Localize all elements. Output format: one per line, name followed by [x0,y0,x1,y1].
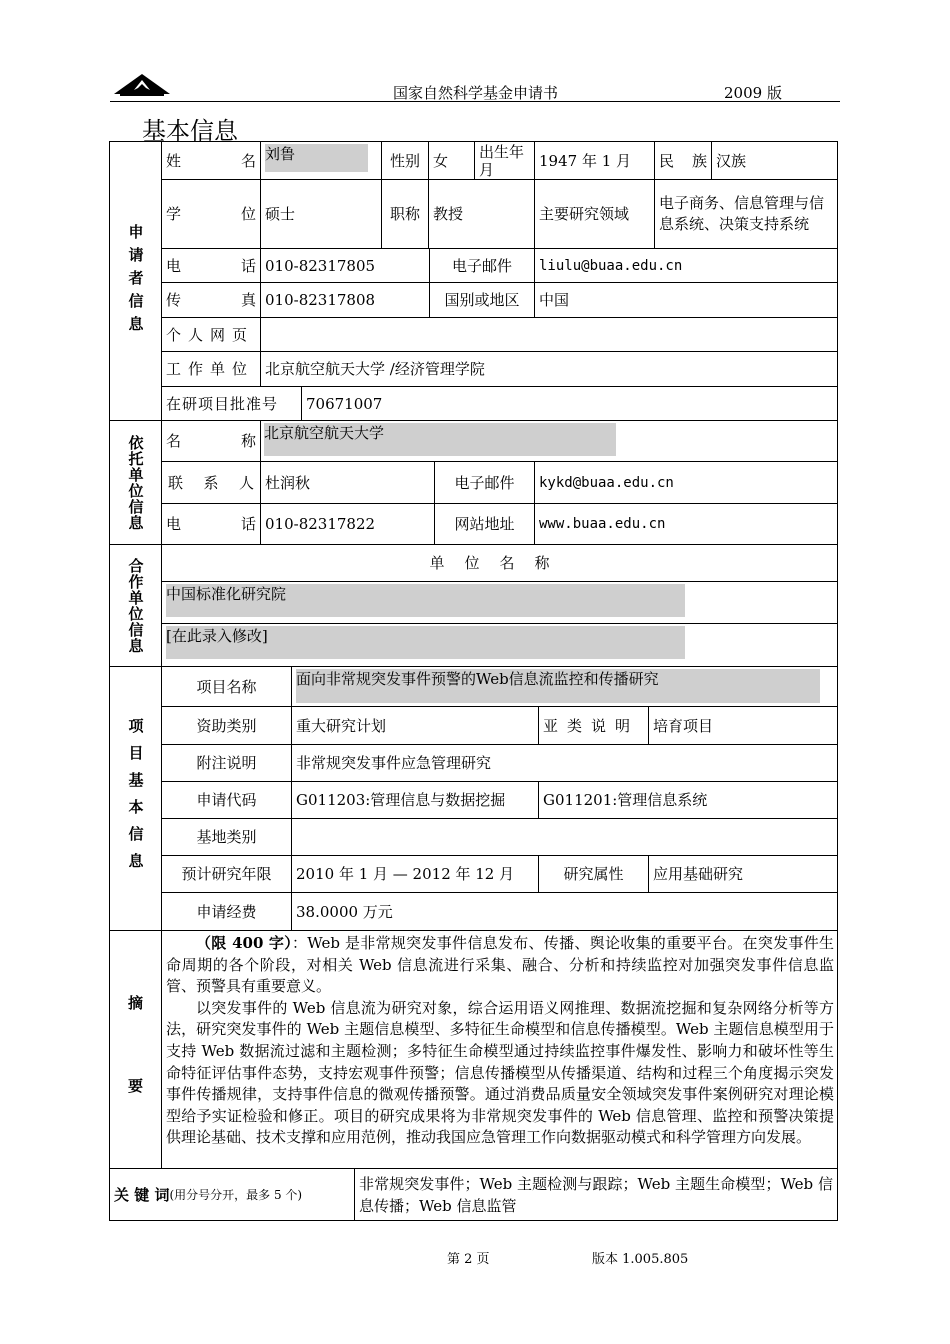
footer-version: 版本 1.005.805 [592,1252,689,1267]
host-website-value[interactable]: www.buaa.edu.cn [535,504,837,545]
ethnic-value[interactable]: 汉族 [712,142,837,180]
abstract-label-top: 摘 [127,993,143,1012]
host-contact-label: 联 系 人 [162,462,261,504]
partner-row-1[interactable] [162,582,837,624]
partner-group-text: 合作单位信息 [126,557,145,654]
footer-page: 第 2 页 [447,1252,490,1267]
abstract-paragraph-2: 以突发事件的 Web 信息流为研究对象，综合运用语义网推理、数据流挖掘和复杂网络分析等方法，研究突发事件的 Web 主题信息模型、多特征生命模型和信息传播模型。Web 主题信息模型用于支持 Web 数据流过滤和主题检测；多特征生命模型通过持续监控事件爆发性、影响力和破坏性等生命特征评估事件态势，支持宏观事件预警；信息传播模型从传播渠道、结构和过程三个角度揭示突发事件传播规律，支持事件信息的微观传播预警。通过消费品质量安全领域突发事件案例研究对理论模型给予实证检验和修正。项目的研究成果将为非常规突发事件的 Web 信息管理、监控和预警决策提供理论基础、技术支撑和应用范例，推动我国应急管理工作向数据驱动模式和科学管理方向发展。 [166,998,834,1147]
subtype-label: 亚类说明 [539,707,649,745]
name-value: 刘鲁 [265,144,368,172]
title-label: 职称 [382,180,429,249]
header-divider [110,101,840,102]
project-name-field[interactable] [292,667,837,707]
partner-row-1-value: 中国标准化研究院 [166,584,685,617]
country-label: 国别或地区 [430,283,535,318]
phone-label: 电 话 [162,249,261,283]
attr-label: 研究属性 [539,856,649,893]
project-name-value: 面向非常规突发事件预警的Web信息流监控和传播研究 [296,669,820,703]
homepage-value[interactable] [261,318,837,352]
research-field-value[interactable]: 电子商务、信息管理与信息系统、决策支持系统 [655,180,837,249]
research-field-label: 主要研究领域 [535,180,655,249]
fax-label: 传 真 [162,283,261,318]
employer-value[interactable]: 北京航空航天大学 /经济管理学院 [261,352,837,387]
header-title: 国家自然科学基金申请书 [393,84,559,102]
email-value[interactable]: liulu@buaa.edu.cn [535,249,837,283]
header-version: 2009 版 [724,84,782,102]
partner-column-header: 单位名称 [162,545,837,582]
base-value[interactable] [292,819,837,856]
birth-value[interactable]: 1947 年 1 月 [535,142,655,180]
abstract-label [110,931,162,1169]
keywords-value[interactable]: 非常规突发事件；Web 主题检测与跟踪；Web 主题生命模型；Web 信息传播；Web 信息监管 [359,1174,833,1215]
abstract-text[interactable] [162,931,837,1169]
keywords-label-text: 关 键 词 [114,1185,170,1204]
degree-value[interactable]: 硕士 [261,180,382,249]
partner-row-2-value: [在此录入修改] [166,626,685,659]
birth-label: 出生年月 [475,142,535,180]
ethnic-label: 民 族 [655,142,712,180]
host-phone-label: 电 话 [162,504,261,545]
project-name-label: 项目名称 [162,667,292,707]
degree-label: 学 位 [162,180,261,249]
host-group-text: 依托单位信息 [126,434,145,531]
phone-value[interactable]: 010-82317805 [261,249,430,283]
title-value[interactable]: 教授 [429,180,535,249]
host-name-value: 北京航空航天大学 [264,423,616,456]
funding-type-value[interactable]: 重大研究计划 [292,707,539,745]
host-group-label [110,421,162,545]
applicant-group-label [110,142,162,421]
projects-value[interactable]: 70671007 [302,387,837,421]
partner-row-2[interactable] [162,624,837,667]
host-phone-value[interactable]: 010-82317822 [261,504,435,545]
project-group-text: 项目基本信息 [126,717,145,880]
code-value-1[interactable]: G011203:管理信息与数据挖掘 [292,782,539,819]
foundation-logo-icon [114,70,170,96]
host-website-label: 网站地址 [435,504,535,545]
keywords-label [110,1169,355,1220]
budget-label: 申请经费 [162,893,292,931]
code-label: 申请代码 [162,782,292,819]
subtype-value[interactable]: 培育项目 [649,707,837,745]
host-name-label: 名 称 [162,421,261,462]
period-label: 预计研究年限 [162,856,292,893]
projects-label: 在研项目批准号 [162,387,302,421]
attr-value[interactable]: 应用基础研究 [649,856,837,893]
section-title: 基本信息 [142,117,238,145]
name-field[interactable] [261,142,382,180]
applicant-group-text: 申请者信息 [126,223,145,339]
country-value[interactable]: 中国 [535,283,837,318]
host-email-label: 电子邮件 [435,462,535,504]
note-label: 附注说明 [162,745,292,782]
abstract-label-bottom: 要 [127,1077,143,1096]
code-value-2[interactable]: G011201:管理信息系统 [539,782,837,819]
funding-type-label: 资助类别 [162,707,292,745]
period-value[interactable]: 2010 年 1 月 — 2012 年 12 月 [292,856,539,893]
abstract-paragraph-1: ：Web 是非常规突发事件信息发布、传播、舆论收集的重要平台。在突发事件生命周期的各个阶段，对相关 Web 信息流进行采集、融合、分析和持续监控对加强突发事件信息监管、预警具有重要意义。 [166,934,834,996]
fax-value[interactable]: 010-82317808 [261,283,430,318]
abstract-limit: （限 400 字） [196,934,292,952]
partner-group-label [110,545,162,667]
host-contact-value[interactable]: 杜润秋 [261,462,435,504]
email-label: 电子邮件 [430,249,535,283]
employer-label: 工作单位 [162,352,261,387]
name-label: 姓 名 [162,142,261,180]
host-name-field[interactable] [261,421,837,462]
project-group-label [110,667,162,931]
keywords-hint: (用分号分开，最多 5 个) [169,1187,303,1202]
gender-label: 性别 [382,142,429,180]
basic-info-form [109,141,838,1221]
note-value[interactable]: 非常规突发事件应急管理研究 [292,745,837,782]
budget-value[interactable]: 38.0000 万元 [292,893,837,931]
gender-value[interactable]: 女 [429,142,475,180]
host-email-value[interactable]: kykd@buaa.edu.cn [535,462,837,504]
base-label: 基地类别 [162,819,292,856]
homepage-label: 个人网页 [162,318,261,352]
